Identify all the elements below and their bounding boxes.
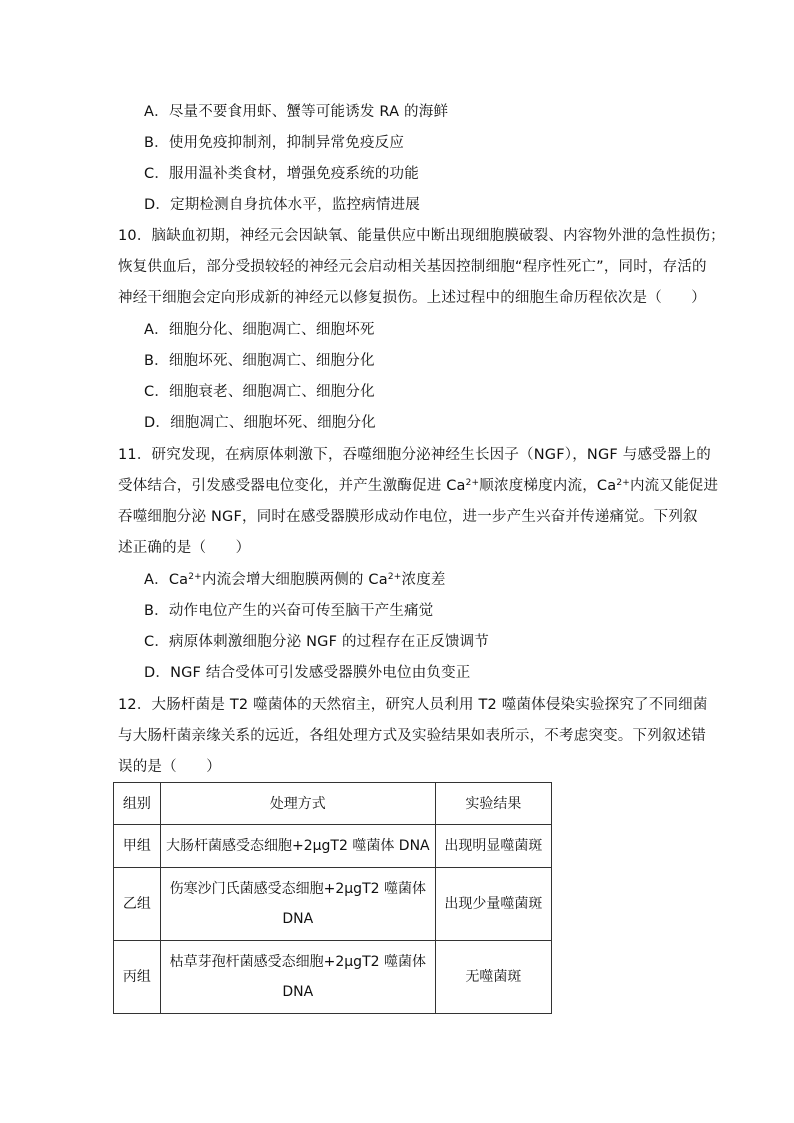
q10-stem-line-2: 恢复供血后，部分受损较轻的神经元会启动相关基因控制细胞“程序性死亡”，同时，存活的	[118, 259, 707, 275]
q11-stem-line-2-part-a: 受体结合，引发感受器电位变化，并产生激酶促进 Ca	[118, 478, 466, 494]
row-treatment	[160, 825, 435, 868]
q10-option-c: C．细胞衰老、细胞凋亡、细胞分化	[144, 384, 375, 400]
ion-charge-superscript: 2+	[387, 572, 402, 582]
q11-option-a-part-c: 浓度差	[401, 572, 446, 588]
q11-stem-line-2-part-b: 顺浓度梯度内流，Ca	[479, 478, 617, 494]
row-result: 出现明显噬菌斑	[435, 825, 551, 868]
row-group: 乙组	[114, 868, 161, 941]
row-group: 甲组	[114, 825, 161, 868]
q10-option-d: D．细胞凋亡、细胞坏死、细胞分化	[144, 415, 376, 431]
table-header-row	[114, 783, 552, 825]
ion-charge-superscript: 2+	[188, 572, 202, 582]
row-treatment-line-2: DNA	[282, 911, 314, 927]
q11-stem-line-3: 吞噬细胞分泌 NGF，同时在感受器膜形成动作电位，进一步产生兴奋并传递痛觉。下列叙	[118, 509, 698, 525]
q12-stem-line-3: 误的是（ ）	[118, 759, 221, 775]
q9-option-a: A．尽量不要食用虾、蟹等可能诱发 RA 的海鲜	[144, 104, 449, 120]
q10-option-b: B．细胞坏死、细胞凋亡、细胞分化	[144, 353, 375, 369]
q11-option-b: B．动作电位产生的兴奋可传至脑干产生痛觉	[144, 603, 434, 619]
q11-stem-line-1: 11．研究发现，在病原体刺激下，吞噬细胞分泌神经生长因子（NGF），NGF 与感受器上的	[118, 447, 711, 463]
row-treatment-line-2: DNA	[282, 984, 314, 1000]
ion-charge-superscript: 2+	[465, 478, 480, 488]
row-result: 无噬菌斑	[435, 941, 551, 1014]
q11-stem-line-4: 述正确的是（ ）	[118, 540, 251, 556]
q9-option-c: C．服用温补类食材，增强免疫系统的功能	[144, 166, 419, 182]
q10-option-a: A．细胞分化、细胞凋亡、细胞坏死	[144, 322, 375, 338]
row-treatment-line-1: 枯草芽孢杆菌感受态细胞+2μgT2 噬菌体	[169, 954, 426, 970]
q11-option-c: C．病原体刺激细胞分泌 NGF 的过程存在正反馈调节	[144, 634, 489, 650]
q11-option-a	[144, 570, 446, 590]
table-row	[114, 941, 552, 1014]
table-row	[114, 868, 552, 941]
row-treatment	[160, 941, 435, 1014]
q10-stem-line-1: 10．脑缺血初期，神经元会因缺氧、能量供应中断出现细胞膜破裂、内容物外泄的急性损伤；	[118, 228, 725, 244]
header-result: 实验结果	[435, 783, 551, 825]
q10-stem-line-3: 神经干细胞会定向形成新的神经元以修复损伤。上述过程中的细胞生命历程依次是（ ）	[118, 290, 706, 306]
experiment-table	[113, 782, 552, 1014]
q9-option-d: D．定期检测自身抗体水平，监控病情进展	[144, 197, 420, 213]
q11-stem-line-2	[118, 476, 718, 496]
q11-option-a-part-b: 内流会增大细胞膜两侧的 Ca	[201, 572, 388, 588]
q9-option-b: B．使用免疫抑制剂，抑制异常免疫反应	[144, 135, 405, 151]
row-result: 出现少量噬菌斑	[435, 868, 551, 941]
row-treatment	[160, 868, 435, 941]
row-treatment-line-1: 伤寒沙门氏菌感受态细胞+2μgT2 噬菌体	[169, 881, 426, 897]
q12-stem-line-1: 12．大肠杆菌是 T2 噬菌体的天然宿主，研究人员利用 T2 噬菌体侵染实验探究了不同细菌	[118, 697, 708, 713]
header-group: 组别	[114, 783, 161, 825]
q11-option-a-part-a: A．Ca	[144, 572, 189, 588]
q11-option-d: D．NGF 结合受体可引发感受器膜外电位由负变正	[144, 665, 471, 681]
row-treatment-line-1: 大肠杆菌感受态细胞+2μgT2 噬菌体 DNA	[166, 838, 430, 854]
header-treatment: 处理方式	[160, 783, 435, 825]
q12-stem-line-2: 与大肠杆菌亲缘关系的远近，各组处理方式及实验结果如表所示，不考虑突变。下列叙述错	[118, 728, 706, 744]
row-group: 丙组	[114, 941, 161, 1014]
q11-stem-line-2-part-c: 内流又能促进	[629, 478, 719, 494]
ion-charge-superscript: 2+	[616, 478, 630, 488]
table-row	[114, 825, 552, 868]
